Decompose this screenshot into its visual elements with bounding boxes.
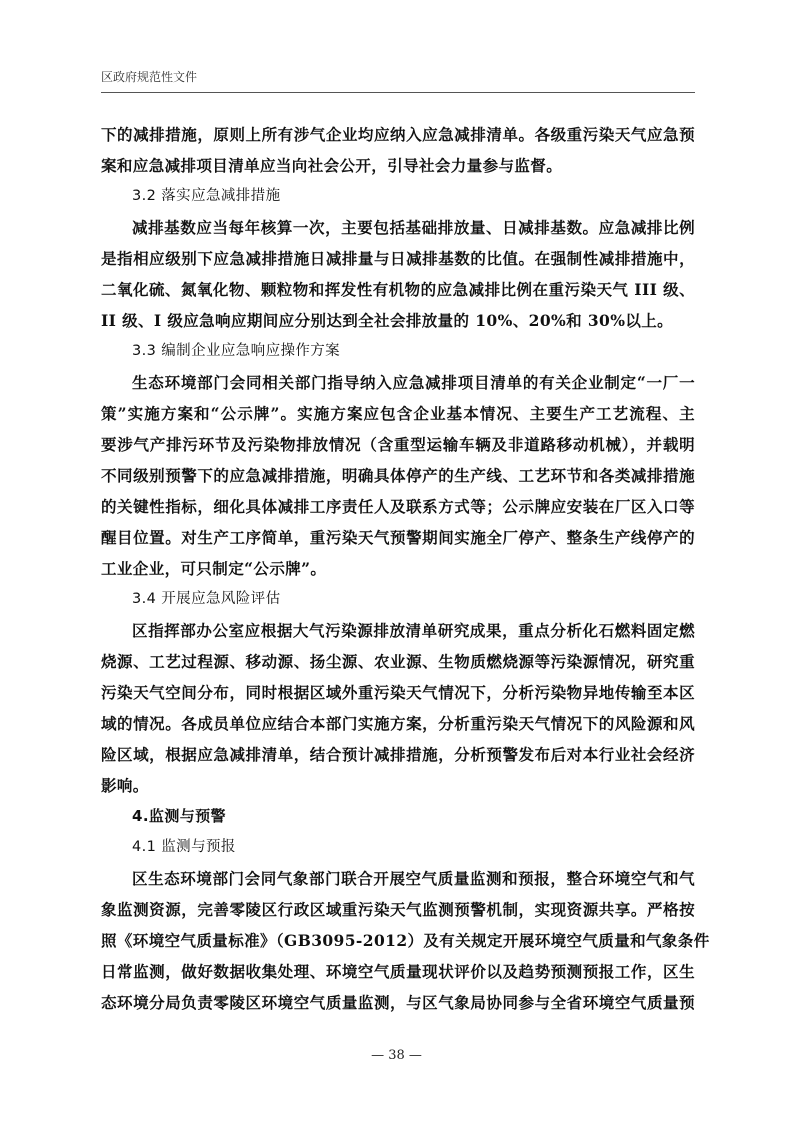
paragraph-line: 污染天气空间分布，同时根据区域外重污染天气情况下，分析污染物异地传输至本区 <box>101 683 695 702</box>
paragraph-line: 照《环境空气质量标准》（GB3095-2012）及有关规定开展环境空气质量和气象条件 <box>101 931 710 950</box>
section-heading-3-4: 3.4 开展应急风险评估 <box>132 591 281 607</box>
paragraph-line: 要涉气产排污环节及污染物排放情况（含重型运输车辆及非道路移动机械），并载明 <box>101 435 695 454</box>
paragraph-line: 日常监测，做好数据收集处理、环境空气质量现状评价以及趋势预测预报工作，区生 <box>101 962 695 981</box>
section-heading-4: 4.监测与预警 <box>132 807 226 825</box>
paragraph-line: 险区域，根据应急减排清单，结合预计减排措施，分析预警发布后对本行业社会经济 <box>101 745 695 764</box>
section-heading-3-3: 3.3 编制企业应急响应操作方案 <box>132 343 341 359</box>
paragraph-line: 下的减排措施，原则上所有涉气企业均应纳入应急减排清单。各级重污染天气应急预 <box>101 125 695 144</box>
paragraph-line: 醒目位置。对生产工序简单，重污染天气预警期间实施全厂停产、整条生产线停产的 <box>101 528 695 547</box>
paragraph-line: 烧源、工艺过程源、移动源、扬尘源、农业源、生物质燃烧源等污染源情况，研究重 <box>101 652 695 671</box>
paragraph-line: 策”实施方案和“公示牌”。实施方案应包含企业基本情况、主要生产工艺流程、主 <box>101 404 695 423</box>
paragraph-line: II 级、I 级应急响应期间应分别达到全社会排放量的 10%、20%和 30%以上。 <box>101 311 674 330</box>
paragraph-line: 减排基数应当每年核算一次，主要包括基础排放量、日减排基数。应急减排比例 <box>132 218 695 237</box>
header-divider <box>101 92 695 93</box>
paragraph-line: 不同级别预警下的应急减排措施，明确具体停产的生产线、工艺环节和各类减排措施 <box>101 466 695 485</box>
page-number: — 38 — <box>371 1048 422 1063</box>
paragraph-line: 域的情况。各成员单位应结合本部门实施方案，分析重污染天气情况下的风险源和风 <box>101 714 695 733</box>
paragraph-line: 区指挥部办公室应根据大气污染源排放清单研究成果，重点分析化石燃料固定燃 <box>132 621 695 640</box>
paragraph-line: 二氧化硫、氮氧化物、颗粒物和挥发性有机物的应急减排比例在重污染天气 III 级、 <box>101 280 695 299</box>
paragraph-line: 生态环境部门会同相关部门指导纳入应急减排项目清单的有关企业制定“一厂一 <box>132 373 695 392</box>
paragraph-line: 象监测资源，完善零陵区行政区域重污染天气监测预警机制，实现资源共享。严格按 <box>101 900 695 919</box>
document-body <box>101 119 710 1018</box>
paragraph-line: 的关键性指标，细化具体减排工序责任人及联系方式等；公示牌应安装在厂区入口等 <box>101 497 695 516</box>
paragraph-line: 工业企业，可只制定“公示牌”。 <box>101 559 327 578</box>
section-heading-3-2: 3.2 落实应急减排措施 <box>132 188 281 204</box>
section-heading-4-1: 4.1 监测与预报 <box>132 839 236 855</box>
paragraph-line: 态环境分局负责零陵区环境空气质量监测，与区气象局协同参与全省环境空气质量预 <box>101 993 695 1012</box>
running-header: 区政府规范性文件 <box>101 70 198 84</box>
paragraph-line: 影响。 <box>101 776 149 795</box>
paragraph-line: 区生态环境部门会同气象部门联合开展空气质量监测和预报，整合环境空气和气 <box>132 869 695 888</box>
paragraph-line: 是指相应级别下应急减排措施日减排量与日减排基数的比值。在强制性减排措施中， <box>101 249 695 268</box>
paragraph-line: 案和应急减排项目清单应当向社会公开，引导社会力量参与监督。 <box>101 156 563 175</box>
